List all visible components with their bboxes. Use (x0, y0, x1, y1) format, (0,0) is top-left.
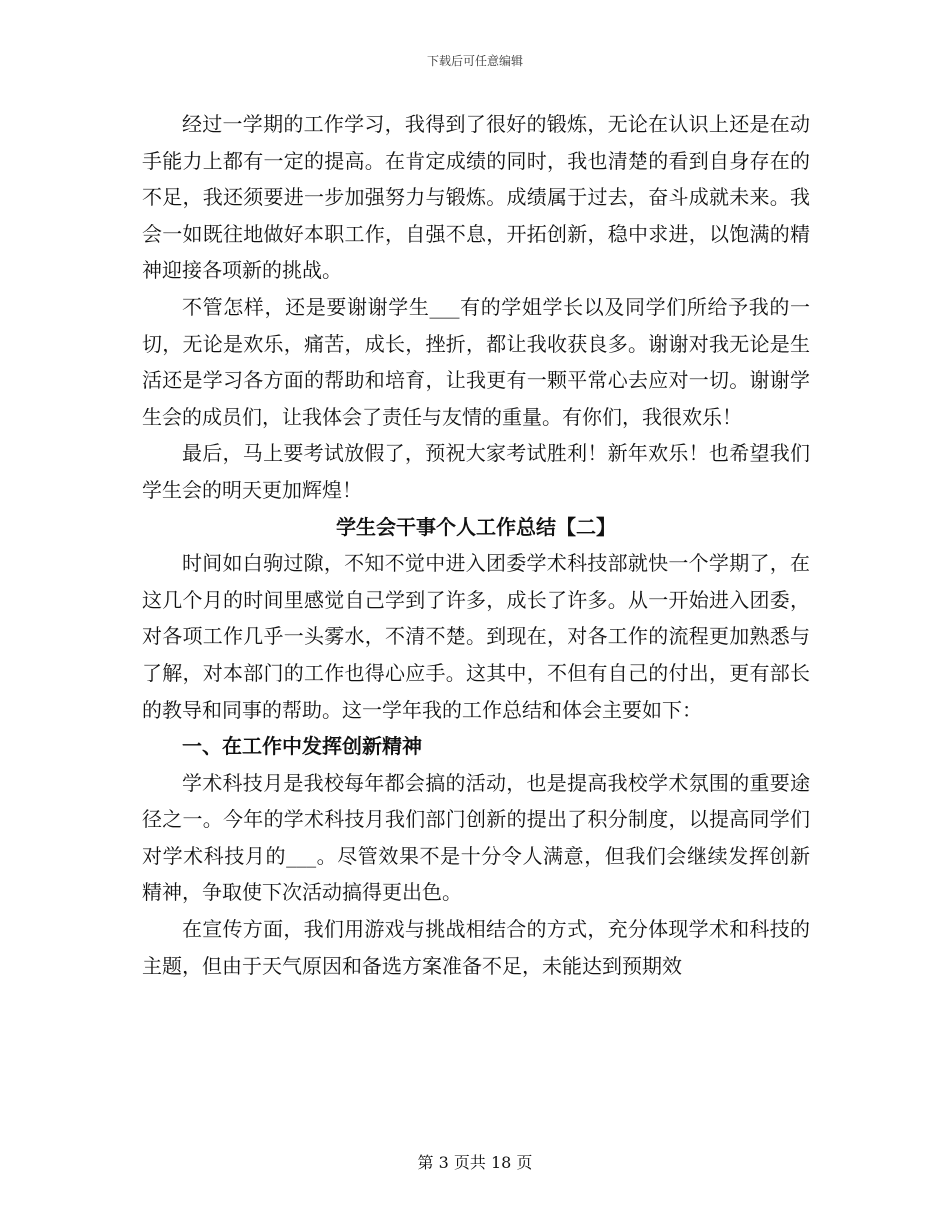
paragraph-2: 不管怎样，还是要谢谢学生___有的学姐学长以及同学们所给予我的一切，无论是欢乐，痛苦，成长，挫折，都让我收获良多。谢谢对我无论是生活还是学习各方面的帮助和培育，让我更有一颗平常心去应对一切。谢谢学生会的成员们，让我体会了责任与友情的重量。有你们，我很欢乐！ (142, 294, 810, 429)
paragraph-4: 时间如白驹过隙，不知不觉中进入团委学术科技部就快一个学期了，在这几个月的时间里感觉自己学到了许多，成长了许多。从一开始进入团委，对各项工作几乎一头雾水，不清不楚。到现在，对各工作的流程更加熟悉与了解，对本部门的工作也得心应手。这其中，不但有自己的付出，更有部长的教导和同事的帮助。这一学年我的工作总结和体会主要如下： (142, 551, 810, 722)
paragraph-3: 最后，马上要考试放假了，预祝大家考试胜利！新年欢乐！也希望我们学生会的明天更加辉煌！ (142, 441, 810, 502)
section-heading: 学生会干事个人工作总结【二】 (336, 514, 616, 539)
page-footer: 第 3 页共 18 页 (417, 1153, 533, 1172)
page-header: 下载后可任意编辑 (426, 54, 523, 68)
subheading: 一、在工作中发挥创新精神 (182, 734, 422, 759)
paragraph-6: 在宣传方面，我们用游戏与挑战相结合的方式，充分体现学术和科技的主题，但由于天气原因和备选方案准备不足，未能达到预期效 (142, 917, 810, 978)
document-body (142, 106, 810, 984)
paragraph-1: 经过一学期的工作学习，我得到了很好的锻炼，无论在认识上还是在动手能力上都有一定的提高。在肯定成绩的同时，我也清楚的看到自身存在的不足，我还须要进一步加强努力与锻炼。成绩属于过去，奋斗成就未来。我会一如既往地做好本职工作，自强不息，开拓创新，稳中求进，以饱满的精神迎接各项新的挑战。 (142, 112, 810, 283)
paragraph-5: 学术科技月是我校每年都会搞的活动，也是提高我校学术氛围的重要途径之一。今年的学术科技月我们部门创新的提出了积分制度，以提高同学们对学术科技月的___。尽管效果不是十分令人满意，但我们会继续发挥创新精神，争取使下次活动搞得更出色。 (142, 770, 810, 905)
